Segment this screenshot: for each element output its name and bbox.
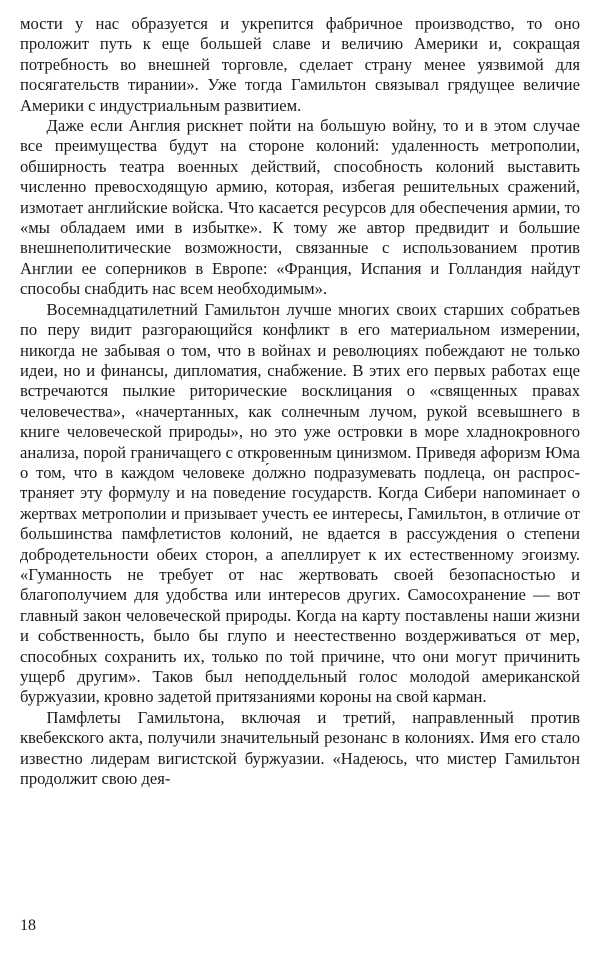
paragraph-4: Памфлеты Гамильтона, включая и третий, направленный против квебекского акта, получили значительный резонанс в колониях. Имя его стало известно лидерам вигистской буржуазии. «Надеюсь, что мистер Гамильтон продолжит свою дея- — [20, 707, 580, 789]
page-body — [20, 14, 580, 789]
page-number: 18 — [20, 917, 36, 934]
paragraph-1: мости у нас образуется и укрепится фабричное производство, то оно проложит путь к еще большей славе и величию Америки и, сокращая потребность во внешней торговле, сделает страну менее уязвимой для посягательств тирании». Уже тогда Гамильтон связывал грядущее величие Америки с индустриальным развитием. — [20, 14, 580, 115]
paragraph-3: Восемнадцатилетний Гамильтон лучше многих своих старших собратьев по перу видит разгорающийся конфликт в его материальном измерении, никогда не забывая о том, что в войнах и революциях побеждают не только идеи, но и финансы, дипломатия, снабжение. В этих его первых работах еще встречаются пылкие риторические восклицания о «священных правах человечества», «начертанных, как солнечным лучом, рукой всевышнего в книге человеческой природы», но это уже островки в море хладнокровного анализа, порой граничащего с откровенным цинизмом. Приведя афоризм Юма о том, что в каждом человеке до́лжно подразумевать подлеца, он распространяет эту формулу и на поведение государств. Когда Сибери напоминает о жертвах метрополии и призывает учесть ее интересы, Гамильтон, в отличие от большинства памфлетистов колоний, не вдается в рассуждения о степени добродетельности обеих сторон, а апеллирует к их естественному эгоизму. «Гуманность не требует от нас жертвовать своей безопасностью и благополучием для удобства или интересов других. Самосохранение — вот главный закон человеческой природы. Когда на карту поставлены наши жизни и собственность, было бы глупо и неестественно воздерживаться от мер, способных сохранить их, только по той причине, что они могут причинить ущерб другим». Таков был неподдельный голос молодой американской буржуазии, кровно задетой притязаниями короны на свой карман. — [20, 299, 580, 707]
paragraph-2: Даже если Англия рискнет пойти на большую войну, то и в этом случае все преимущества будут на стороне колоний: удаленность метрополии, обширность театра военных действий, способность колоний выставить численно превосходящую армию, которая, избегая решительных сражений, измотает английские войска. Что касается ресурсов для обеспечения армии, то «мы обладаем ими в избытке». К тому же автор предвидит и большие внешнеполитические возможности, связанные с использованием против Англии ее соперников в Европе: «Франция, Испания и Голландия найдут способы снабдить нас всем необходимым». — [20, 116, 580, 299]
